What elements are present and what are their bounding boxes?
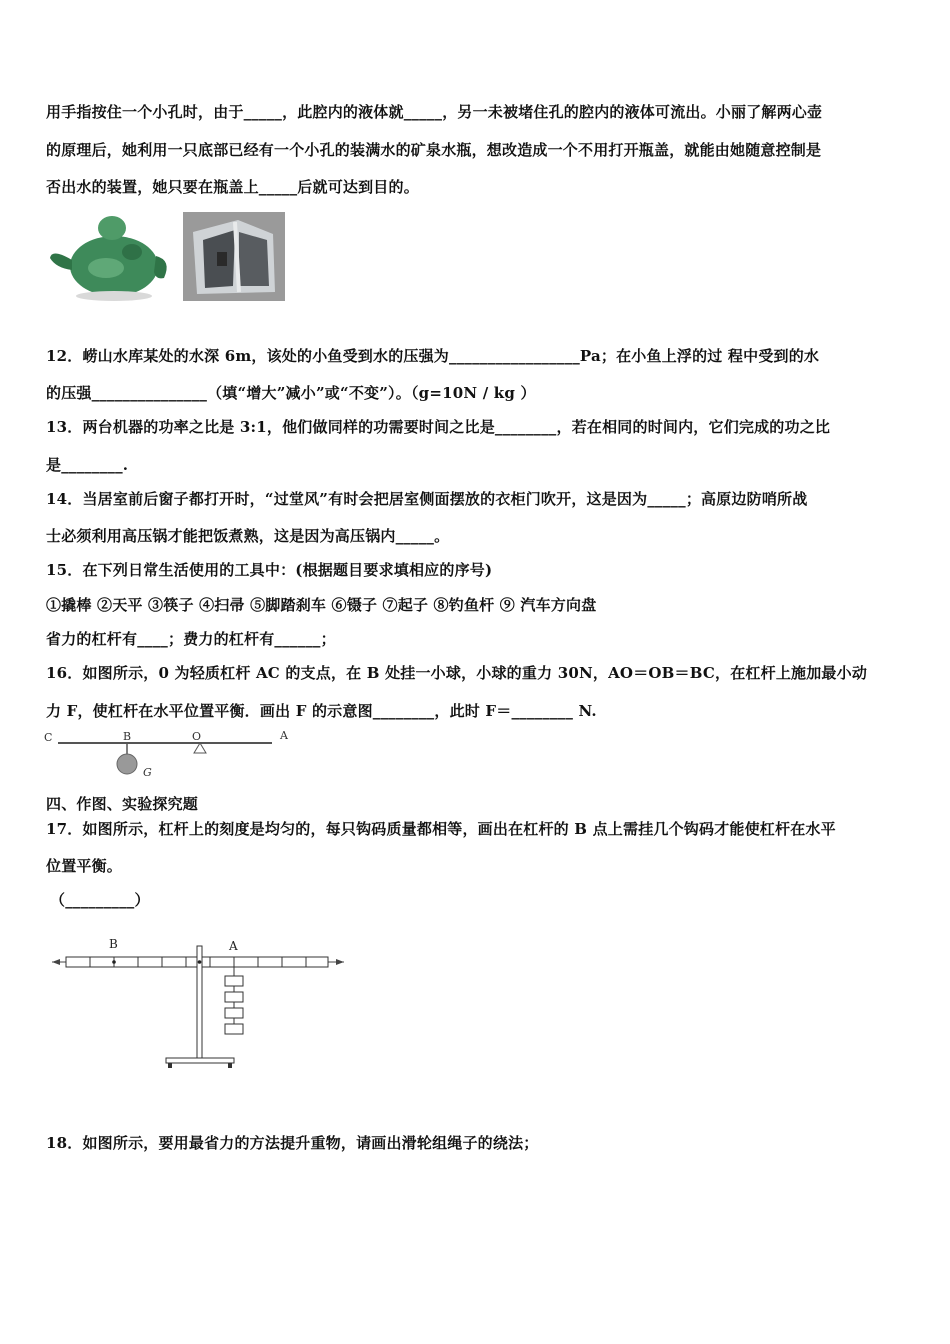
lever-figure-16	[40, 726, 300, 782]
stand-base	[166, 1058, 234, 1063]
q17-line-2: 位置平衡。	[46, 857, 123, 875]
q12-line-2: 的压强_______________（填“增大”减小”或“不变”）。（g=10N / kg ）	[46, 384, 536, 402]
q16-line-1: 16．如图所示，0 为轻质杠杆 AC 的支点，在 B 处挂一小球，小球的重力 30N，AO＝OB＝BC，在杠杆上施加最小动	[46, 664, 868, 682]
q11-line-2: 的原理后，她利用一只底部已经有一个小孔的装满水的矿泉水瓶，想改造成一个不用打开瓶盖，就能由她随意控制是	[46, 141, 822, 159]
q11-line-1: 用手指按住一个小孔时，由于_____，此腔内的液体就_____，另一未被堵住孔的腔内的液体可流出。小丽了解两心壶	[46, 103, 823, 121]
q18-line-1: 18．如图所示，要用最省力的方法提升重物，请画出滑轮组绳子的绕法；	[46, 1134, 539, 1152]
label-a: A	[280, 729, 288, 742]
bottle-photo	[183, 212, 285, 301]
q12-line-1: 12．崂山水库某处的水深 6m，该处的小鱼受到水的压强为_________________Pa；在小鱼上浮的过 程中受到的水	[46, 347, 820, 365]
label-g: G	[143, 766, 152, 779]
teapot-photo	[46, 208, 174, 304]
label-b: B	[109, 937, 118, 951]
label-c: C	[44, 731, 53, 744]
q15-line-1: 15．在下列日常生活使用的工具中：(根据题目要求填相应的序号)	[46, 561, 493, 579]
q15-line-3: 省力的杠杆有____；费力的杠杆有______；	[46, 630, 336, 648]
q17-answer-blank: （_________）	[50, 891, 150, 909]
label-o: O	[192, 730, 202, 743]
lever-figure-17	[50, 936, 350, 1078]
q15-line-2: ①撬棒 ②天平 ③筷子 ④扫帚 ⑤脚踏刹车 ⑥镊子 ⑦起子 ⑧钓鱼杆 ⑨ 汽车方向盘	[46, 596, 597, 614]
ball	[117, 754, 137, 774]
label-b: B	[123, 730, 132, 743]
q13-line-2: 是________.	[46, 456, 129, 474]
q14-line-2: 士必须利用高压锅才能把饭煮熟，这是因为高压锅内_____。	[46, 527, 450, 545]
label-a: A	[229, 939, 238, 953]
q17-line-1: 17．如图所示，杠杆上的刻度是均匀的，每只钩码质量都相等，画出在杠杆的 B 点上需挂几个钩码才能使杠杆在水平	[46, 820, 836, 838]
q13-line-1: 13．两台机器的功率之比是 3:1，他们做同样的功需要时间之比是________，若在相同的时间内，它们完成的功之比	[46, 418, 831, 436]
section-4-heading: 四、作图、实验探究题	[46, 795, 199, 813]
q11-line-3: 否出水的装置，她只要在瓶盖上_____后就可达到目的。	[46, 178, 419, 196]
q14-line-1: 14．当居室前后窗子都打开时，“过堂风”有时会把居室侧面摆放的衣柜门吹开，这是因为_____；高原边防哨所战	[46, 490, 808, 508]
q16-line-2: 力 F，使杠杆在水平位置平衡．画出 F 的示意图________，此时 F＝________ N.	[46, 702, 597, 720]
fulcrum-icon	[194, 743, 206, 753]
